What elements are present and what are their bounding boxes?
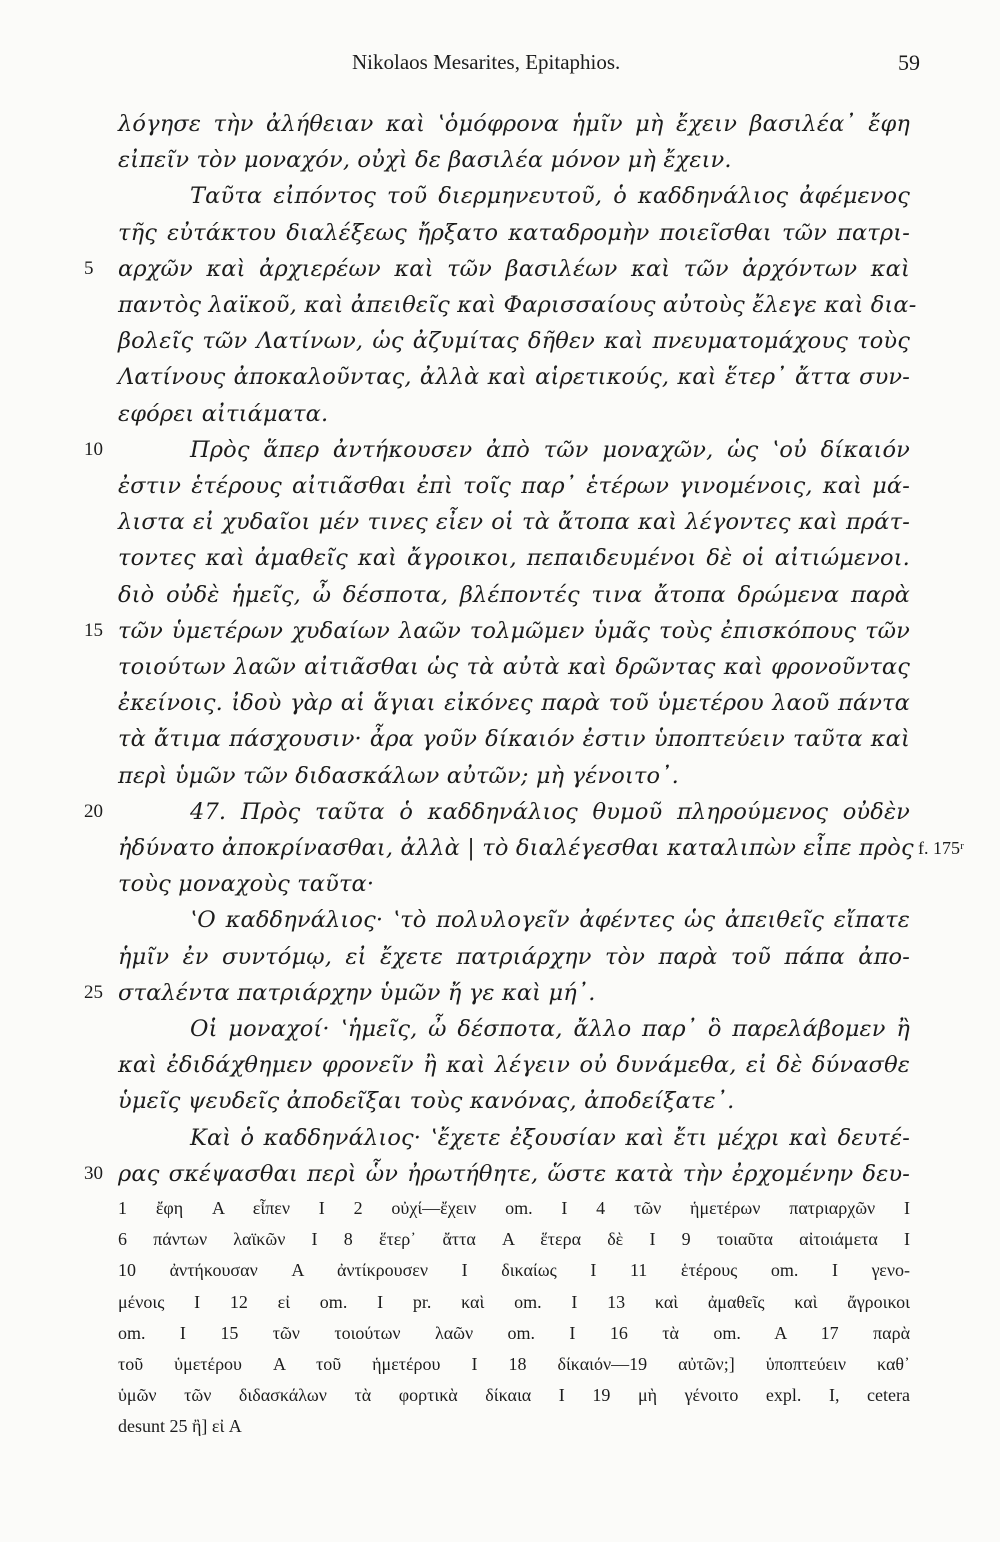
text-line xyxy=(0,756,1000,796)
line-number: 30 xyxy=(84,1162,103,1184)
text-line xyxy=(0,1009,1000,1049)
line-number: 20 xyxy=(84,800,103,822)
text-line xyxy=(0,394,1000,434)
footnote-line xyxy=(0,1381,1000,1409)
footnote-text: ὑμῶν τῶν διδασκάλων τὰ φορτικὰ δίκαια I 19 μὴ γένοιτο expl. I, cetera xyxy=(118,1385,910,1406)
text-line xyxy=(0,792,1000,832)
footnote-text: desunt 25 ἢ] εἰ A xyxy=(118,1416,242,1437)
line-text: αρχῶν καὶ ἀρχιερέων καὶ τῶν βασιλέων καὶ τῶν ἀρχόντων καὶ xyxy=(118,255,910,282)
line-text: τοιούτων λαῶν αἰτιᾶσθαι ὡς τὰ αὐτὰ καὶ δρῶντας καὶ φρονοῦντας xyxy=(118,654,910,680)
line-text: ἐστιν ἑτέρους αἰτιᾶσθαι ἐπὶ τοῖς παρ᾽ ἑτέρων γινομένοις, καὶ μά- xyxy=(118,473,910,499)
text-line xyxy=(0,1118,1000,1158)
text-line xyxy=(0,937,1000,977)
line-text: ἠδύνατο ἀποκρίνασθαι, ἀλλὰ | τὸ διαλέγεσθαι καταλιπὼν εἶπε πρὸς xyxy=(118,835,914,861)
line-text: εφόρει αἰτιάματα. xyxy=(118,400,329,427)
footnote-line xyxy=(0,1319,1000,1347)
line-text: Οἱ μοναχοί· ʽἡμεῖς, ὦ δέσποτα, ἄλλο παρ᾽ ὃ παρελάβομεν ἢ xyxy=(190,1016,910,1042)
footnote-line xyxy=(0,1256,1000,1284)
text-line xyxy=(0,502,1000,542)
text-line xyxy=(0,285,1000,325)
text-line xyxy=(0,466,1000,506)
line-number: 15 xyxy=(84,619,103,641)
text-line xyxy=(0,104,1000,144)
text-line xyxy=(0,1045,1000,1085)
line-text: 47. Πρὸς ταῦτα ὁ καδδηνάλιος θυμοῦ πληρούμενος οὐδὲν xyxy=(190,798,910,825)
footnote-line xyxy=(0,1412,1000,1440)
line-text: τῆς εὐτάκτου διαλέξεως ἤρξατο καταδρομὴν ποιεῖσθαι τῶν πατρι- xyxy=(118,219,910,246)
running-title: Nikolaos Mesarites, Epitaphios. xyxy=(352,50,621,74)
text-line xyxy=(0,430,1000,470)
text-line xyxy=(0,575,1000,615)
line-text: ὑμεῖς ψευδεῖς ἀποδεῖξαι τοὺς κανόνας, ἀποδείξατε᾽. xyxy=(118,1088,735,1115)
text-line xyxy=(0,1154,1000,1194)
footnote-text: 10 ἀντήκουσαν A ἀντίκρουσεν I δικαίως I 11 ἑτέρους om. I γενο- xyxy=(118,1260,910,1281)
line-text: ἡμῖν ἐν συντόμῳ, εἰ ἔχετε πατριάρχην τὸν παρὰ τοῦ πάπα ἀπο- xyxy=(118,943,910,970)
line-text: Καὶ ὁ καδδηνάλιος· ʽἔχετε ἐξουσίαν καὶ ἔτι μέχρι καὶ δευτέ- xyxy=(190,1124,910,1151)
line-text: Ταῦτα εἰπόντος τοῦ διερμηνευτοῦ, ὁ καδδηνάλιος ἀφέμενος xyxy=(190,183,910,210)
text-line xyxy=(0,213,1000,253)
footnote-text: 6 πάντων λαϊκῶν I 8 ἕτερ᾽ ἄττα A ἕτερα δὲ I 9 τοιαῦτα αἰτοιάμετα I xyxy=(118,1229,910,1250)
line-text: τοὺς μοναχοὺς ταῦτα· xyxy=(118,871,375,898)
line-text: περὶ ὑμῶν τῶν διδασκάλων αὐτῶν; μὴ γένοιτο᾽. xyxy=(118,762,679,789)
line-text: τοντες καὶ ἀμαθεῖς καὶ ἄγροικοι, πεπαιδευμένοι δὲ οἱ αἰτιώμενοι. xyxy=(118,545,910,572)
text-line xyxy=(0,611,1000,651)
text-line xyxy=(0,973,1000,1013)
footnote-line xyxy=(0,1350,1000,1378)
text-line xyxy=(0,828,1000,868)
line-text: καὶ ἐδιδάχθημεν φρονεῖν ἢ καὶ λέγειν οὐ δυνάμεθα, εἰ δὲ δύνασθε xyxy=(118,1052,910,1079)
page-number: 59 xyxy=(898,50,920,75)
line-text: διὸ οὐδὲ ἡμεῖς, ὦ δέσποτα, βλέποντές τινα ἄτοπα δρώμενα παρὰ xyxy=(118,581,910,608)
line-number: 25 xyxy=(84,981,103,1003)
line-text: Πρὸς ἅπερ ἀντήκουσεν ἀπὸ τῶν μοναχῶν, ὡς ʽοὐ δίκαιόν xyxy=(190,436,910,463)
line-text: παντὸς λαϊκοῦ, καὶ ἀπειθεῖς καὶ Φαρισσαίους αὐτοὺς ἔλεγε καὶ δια- xyxy=(118,292,917,318)
text-line xyxy=(0,538,1000,578)
line-text: ἐκείνοις. ἰδοὺ γὰρ αἱ ἅγιαι εἰκόνες παρὰ τοῦ ὑμετέρου λαοῦ πάντα xyxy=(118,690,910,717)
line-text: ρας σκέψασθαι περὶ ὧν ἠρωτήθητε, ὥστε κατὰ τὴν ἐρχομένην δευ- xyxy=(118,1160,910,1187)
line-text: τὰ ἄτιμα πάσχουσιν· ἆρα γοῦν δίκαιόν ἐστιν ὑποπτεύειν ταῦτα καὶ xyxy=(118,726,910,753)
text-line xyxy=(0,900,1000,940)
page-header xyxy=(0,50,1000,84)
text-line xyxy=(0,647,1000,687)
line-text: λιστα εἰ χυδαῖοι μέν τινες εἶεν οἱ τὰ ἄτοπα καὶ λέγοντες καὶ πράτ- xyxy=(118,509,910,536)
line-text: εἰπεῖν τὸν μοναχόν, οὐχὶ δε βασιλέα μόνον μὴ ἔχειν. xyxy=(118,147,732,174)
line-text: σταλέντα πατριάρχην ὑμῶν ἤ γε καὶ μή᾽. xyxy=(118,979,596,1006)
line-text: λόγησε τὴν ἀλήθειαν καὶ ʽὁμόφρονα ἡμῖν μὴ ἔχειν βασιλέα᾽ ἔφη xyxy=(118,111,910,137)
footnote-line xyxy=(0,1194,1000,1222)
footnote-line xyxy=(0,1288,1000,1316)
text-line xyxy=(0,683,1000,723)
text-line xyxy=(0,357,1000,397)
footnote-line xyxy=(0,1225,1000,1253)
text-line xyxy=(0,140,1000,180)
text-line xyxy=(0,864,1000,904)
text-line xyxy=(0,176,1000,216)
footnote-text: τοῦ ὑμετέρου A τοῦ ἡμετέρου I 18 δίκαιόν—19 αὐτῶν;] ὑποπτεύειν καθ᾽ xyxy=(118,1354,910,1374)
line-text: Λατίνους ἀποκαλοῦντας, ἀλλὰ καὶ αἱρετικούς, καὶ ἕτερ᾽ ἄττα συν- xyxy=(118,364,910,391)
folio-marker: f. 175ʳ xyxy=(918,838,964,858)
line-number: 10 xyxy=(84,438,103,460)
text-line xyxy=(0,719,1000,759)
footnote-text: μένοις I 12 εἰ om. I pr. καὶ om. I 13 καὶ ἀμαθεῖς καὶ ἄγροικοι xyxy=(118,1291,910,1312)
footnote-text: 1 ἔφη A εἶπεν I 2 οὐχί—ἔχειν om. I 4 τῶν ἡμετέρων πατριαρχῶν I xyxy=(118,1198,910,1218)
text-line xyxy=(0,321,1000,361)
footnote-text: om. I 15 τῶν τοιούτων λαῶν om. I 16 τὰ om. A 17 παρὰ xyxy=(118,1322,910,1343)
line-text: ʽΟ καδδηνάλιος· ʽτὸ πολυλογεῖν ἀφέντες ὡς ἀπειθεῖς εἴπατε xyxy=(190,907,910,934)
line-text: βολεῖς τῶν Λατίνων, ὡς ἀζυμίτας δῆθεν καὶ πνευματομάχους τοὺς xyxy=(118,328,910,355)
line-text: τῶν ὑμετέρων χυδαίων λαῶν τολμῶμεν ὑμᾶς τοὺς ἐπισκόπους τῶν xyxy=(118,617,910,644)
line-number: 5 xyxy=(84,257,94,279)
text-line xyxy=(0,1081,1000,1121)
text-line xyxy=(0,249,1000,289)
